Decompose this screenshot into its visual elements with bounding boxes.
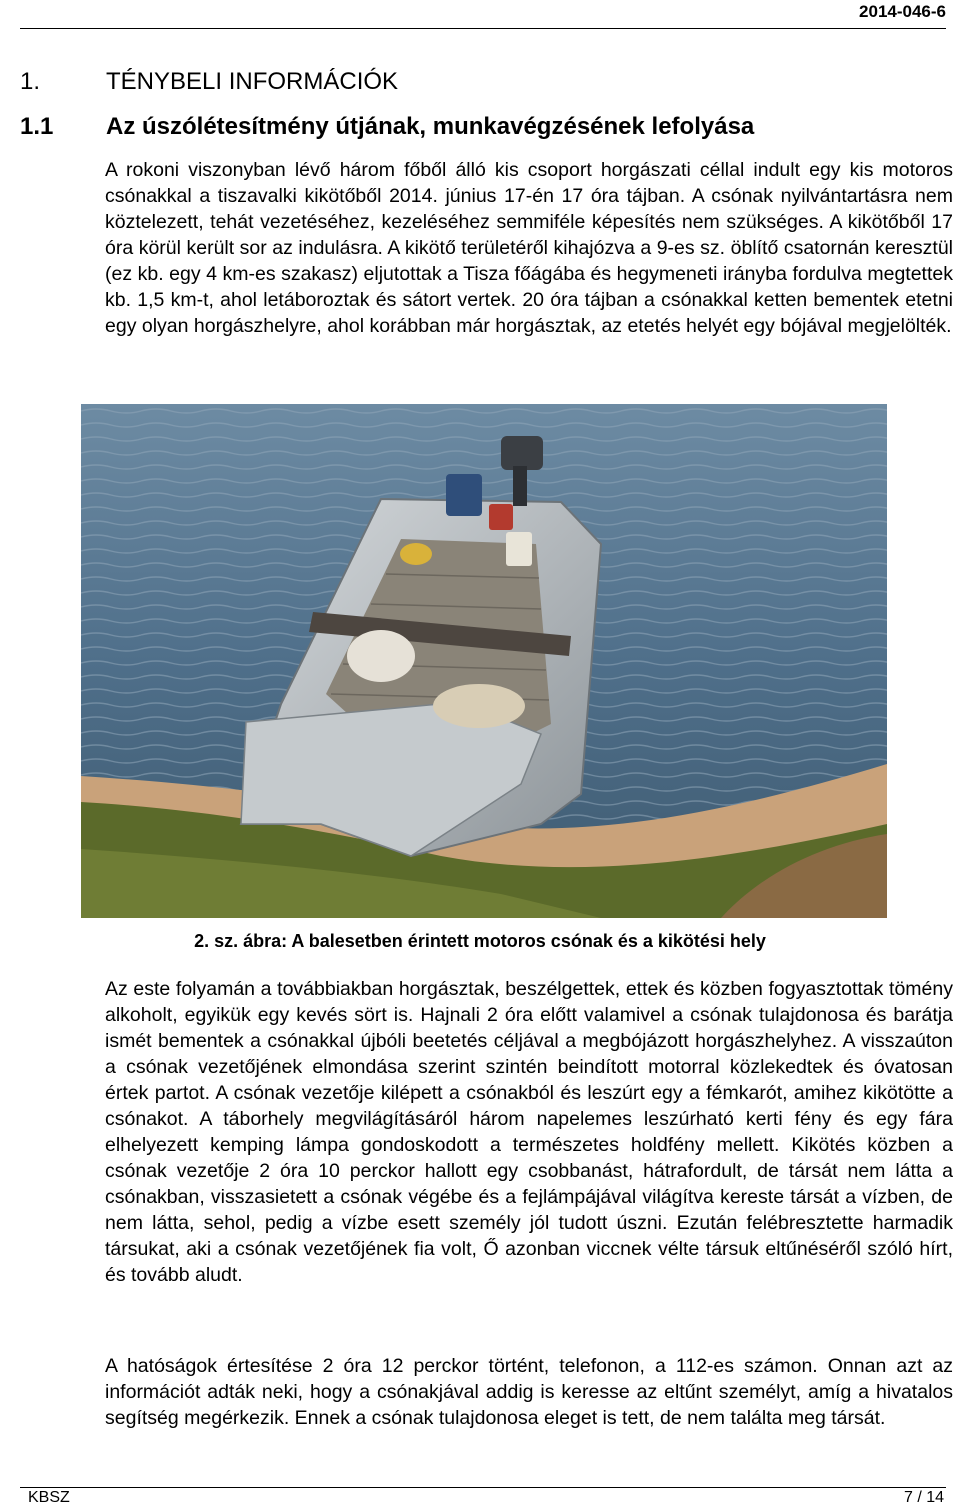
figure-caption: 2. sz. ábra: A balesetben érintett motoros csónak és a kikötési hely	[194, 931, 766, 951]
page-number: 7 / 14	[903, 1489, 944, 1506]
subsection-title: Az úszólétesítmény útjának, munkavégzésének lefolyása	[106, 113, 755, 140]
section-heading-1	[20, 68, 398, 96]
header-rule	[20, 28, 946, 29]
paragraph-2: Az este folyamán a továbbiakban horgásztak, beszélgettek, ettek és közben fogyasztottak tömény alkoholt, egyikük egy kevés sört is. Hajnali 2 óra előtt valamivel a csónak tulajdonosa és barátja ismét bementek a csónakkal újbóli beetetés céljával a megbójázott horgászhelyhez. A visszaúton a csónak vezetőjének elmondása szerint szintén beindított motorral közlekedtek és óvatosan értek partot. A csónak vezetője kilépett a csónakból és leszúrt egy a fémkarót, amihez kikötötte a csónakot. A táborhely megvilágításáról három napelemes leszúrható kerti fény és egy fára elhelyezett kemping lámpa gondoskodott a természetes holdfény mellett. Kikötés közben a csónak vezetője 2 óra 10 perckor hallott egy csobbanást, hátrafordult, de társát nem látta a csónakban, visszasietett a csónak végébe és a fejlámpájával világítva kereste társát a vízben, de nem látta, sehol, pedig a vízbe esett személy jól tudott úszni. Ezután felébresztette harmadik társukat, aki a csónak vezetőjének fia volt, Ő azonban viccnek vélte társuk eltűnéséről szóló hírt, és tovább aludt.	[105, 978, 953, 1286]
subsection-number: 1.1	[20, 113, 54, 140]
footer-organization: KBSZ	[28, 1489, 70, 1506]
section-title: TÉNYBELI INFORMÁCIÓK	[106, 68, 399, 95]
document-id: 2014-046-6	[859, 2, 946, 21]
boat-photo	[81, 404, 887, 918]
section-number: 1.	[20, 68, 41, 95]
section-heading-1-1	[20, 113, 754, 141]
paragraph-1: A rokoni viszonyban lévő három főből álló kis csoport horgászati céllal indult egy kis motoros csónakkal a tiszavalki kikötőből 2014. június 17-én 17 óra tájban. A csónak nyilvántartásra nem köztelezett, tehát vezetéséhez, kezeléséhez semmiféle képesítés nem szükséges. A kikötőből 17 óra körül került sor az indulásra. A kikötő területéről kihajózva a 9-es sz. öblítő csatornán keresztül (ez kb. egy 4 km-es szakasz) eljutottak a Tisza főágába és hegymeneti irányba fordulva megtettek kb. 1,5 km-t, ahol letáboroztak és sátort vertek. 20 óra tájban a csónakkal ketten bementek etetni egy olyan horgászhelyre, ahol korábban már horgásztak, az etetés helyét egy bójával megjelölték.	[105, 159, 953, 337]
paragraph-3: A hatóságok értesítése 2 óra 12 perckor történt, telefonon, a 112-es számon. Onnan azt az információt adták neki, hogy a csónakjával addig is keresse az eltűnt személyt, amíg a hivatalos segítség megérkezik. Ennek a csónak tulajdonosa eleget is tett, de nem találta meg társát.	[105, 1355, 953, 1429]
footer-rule	[20, 1487, 946, 1488]
